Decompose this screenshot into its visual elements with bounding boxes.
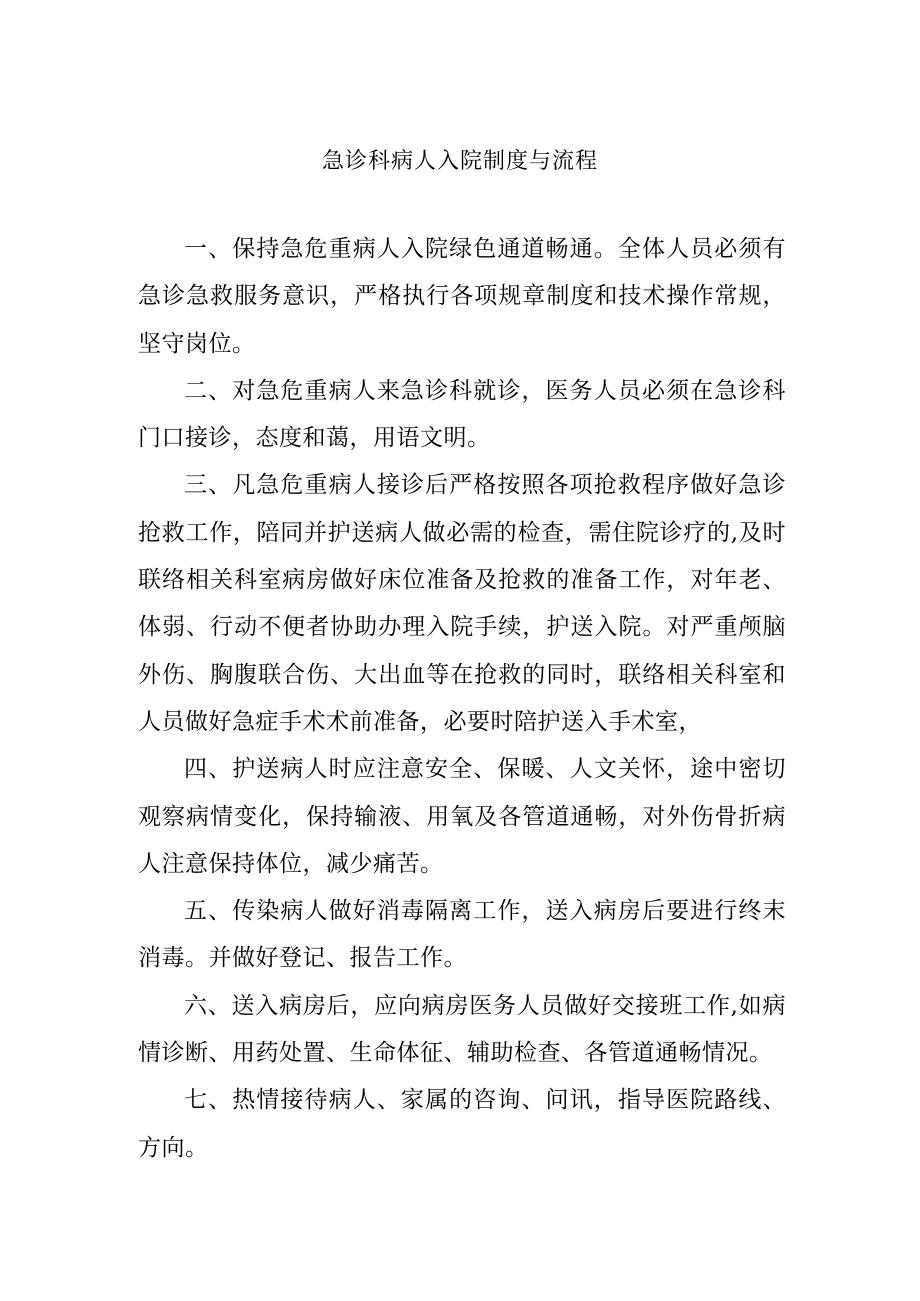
document-title: 急诊科病人入院制度与流程 (321, 149, 598, 174)
paragraph-5: 五、传染病人做好消毒隔离工作，送入病房后要进行终末消毒。并做好登记、报告工作。 (138, 898, 786, 972)
paragraph-4: 四、护送病人时应注意安全、保暖、人文关怀，途中密切观察病情变化，保持输液、用氧及各管道通畅，对外伤骨折病人注意保持体位，减少痛苦。 (138, 756, 786, 877)
paragraph-1: 一、保持急危重病人入院绿色通道畅通。全体人员必须有急诊急救服务意识，严格执行各项规章制度和技术操作常规，坚守岗位。 (138, 236, 786, 357)
document-body (138, 226, 786, 1172)
paragraph-6: 六、送入病房后，应向病房医务人员做好交接班工作,如病情诊断、用药处置、生命体征、辅助检查、各管道通畅情况。 (138, 992, 786, 1067)
paragraph-7: 七、热情接待病人、家属的咨询、问讯，指导医院路线、方向。 (138, 1087, 786, 1161)
paragraph-2: 二、对急危重病人来急诊科就诊，医务人员必须在急诊科门口接诊，态度和蔼，用语文明。 (138, 377, 786, 452)
paragraph-3: 三、凡急危重病人接诊后严格按照各项抢救程序做好急诊抢救工作，陪同并护送病人做必需的检查，需住院诊疗的,及时联络相关科室病房做好床位准备及抢救的准备工作，对年老、体弱、行动不便者协助办理入院手续，护送入院。对严重颅脑外伤、胸腹联合伤、大出血等在抢救的同时，联络相关科室和人员做好急症手术术前准备，必要时陪护送入手术室， (138, 472, 786, 735)
